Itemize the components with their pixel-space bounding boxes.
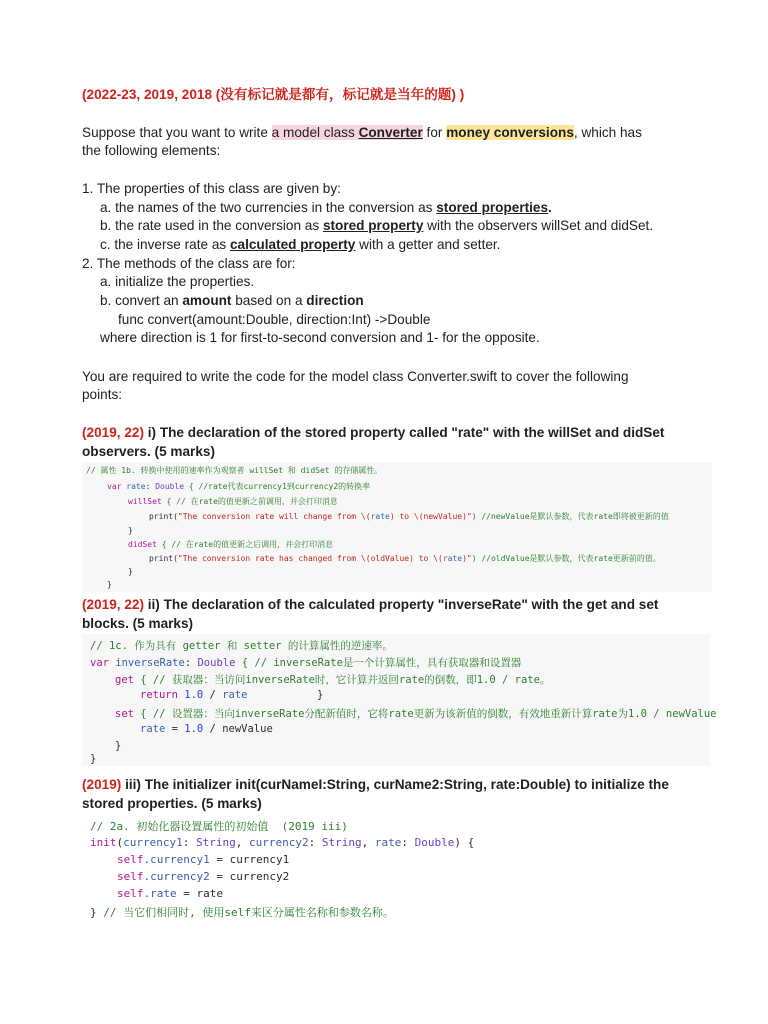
- convert-signature: func convert(amount:Double, direction:Int) ->Double: [118, 312, 431, 327]
- code3-punct: :: [182, 836, 196, 849]
- code3-identifier: currency2: [248, 836, 309, 849]
- list-item-1b: [100, 217, 653, 235]
- code3-line-3: [117, 853, 289, 866]
- question-3: [82, 776, 682, 813]
- code1-identifier: rate: [442, 554, 463, 563]
- list-item-1b-post: with the observers willSet and didSet.: [423, 218, 654, 233]
- code1-string: ) to \(newValue)": [389, 512, 472, 521]
- code1-comment: { // 在rate的值更新之前调用，并会打印消息: [161, 497, 338, 506]
- code3-type: String: [321, 836, 362, 849]
- question-1-text: i) The declaration of the stored property called "rate" with the willSet and didSet observers. (5 marks): [82, 425, 665, 459]
- highlight-model-class-text: a model class: [271, 125, 359, 140]
- code2-punct: /: [203, 689, 223, 701]
- code3-identifier: .rate: [143, 887, 177, 900]
- code2-line-8: }: [90, 753, 97, 765]
- list-item-1b-text: b. the rate used in the conversion as: [100, 218, 323, 233]
- code3-identifier: .currency2: [143, 870, 210, 883]
- code2-comment: { // 设置器：当向inverseRate分配新值时，它将rate更新为该新值的倒数，有效地重新计算rate为1.0 / newValue: [133, 708, 717, 720]
- code3-keyword: self: [117, 853, 144, 866]
- code2-line-7: }: [115, 740, 122, 752]
- code2-identifier: rate: [140, 723, 166, 735]
- code2-line-4: [140, 689, 323, 701]
- code2-punct: :: [184, 657, 198, 669]
- code2-identifier: inverseRate: [108, 657, 185, 669]
- list-item-1: 1. The properties of this class are given by:: [82, 181, 341, 196]
- highlight-model-class: [272, 125, 423, 140]
- code3-line-2: [90, 836, 474, 849]
- stored-properties-term: stored properties: [436, 200, 549, 215]
- intro-text-c: , which has: [573, 125, 642, 140]
- question-3-tag: (2019): [82, 777, 122, 792]
- code1-string: "The conversion rate has changed from \(oldValue) to \(: [177, 554, 443, 563]
- converter-term: Converter: [358, 125, 423, 140]
- code3-punct: = currency1: [209, 853, 290, 866]
- code2-line-2: [90, 655, 521, 670]
- code2-number: 1.0: [184, 723, 204, 735]
- list-item-2: 2. The methods of the class are for:: [82, 256, 296, 271]
- code2-number: 1.0: [177, 689, 204, 701]
- list-item-2a: a. initialize the properties.: [100, 274, 255, 289]
- code3-type: String: [195, 836, 236, 849]
- code3-line-4: [117, 870, 289, 883]
- code3-punct: ,: [361, 836, 375, 849]
- list-item-2b-mid: based on a: [231, 293, 307, 308]
- code-block-initializer: [82, 814, 710, 922]
- code2-punct: =: [165, 723, 185, 735]
- task-line-2: points:: [82, 387, 123, 402]
- list-item-2b: [100, 292, 364, 310]
- code3-punct: }: [90, 906, 104, 919]
- direction-term: direction: [306, 293, 364, 308]
- code1-line-2: [107, 481, 370, 492]
- code2-comment: { // inverseRate是一个计算属性，具有获取器和设置器: [235, 657, 522, 669]
- code3-keyword: self: [117, 870, 144, 883]
- code-block-rate: [82, 462, 712, 592]
- list-item-1a: [100, 199, 552, 217]
- list-item-1a-period: .: [548, 200, 552, 215]
- code1-string: )": [462, 554, 472, 563]
- intro-line-2: the following elements:: [82, 143, 221, 158]
- code2-line-5: [115, 706, 717, 721]
- code1-keyword: var: [107, 482, 122, 491]
- code1-line-6: [128, 539, 333, 550]
- question-3-text: iii) The initializer init(curNameI:String, curName2:String, rate:Double) to initialize the stored properties. (5 marks): [82, 777, 669, 811]
- code1-keyword: willSet: [128, 497, 162, 506]
- code2-line-1: // 1c. 作为具有 getter 和 setter 的计算属性的逆速率。: [90, 640, 393, 652]
- code3-identifier: currency1: [123, 836, 183, 849]
- list-item-1c: [100, 236, 500, 254]
- intro-text-b: for: [422, 125, 447, 140]
- code3-punct: :: [308, 836, 322, 849]
- code1-punct: :: [145, 482, 156, 491]
- code2-punct: / newValue: [203, 723, 273, 735]
- code1-function: print(: [149, 512, 178, 521]
- question-2-tag: (2019, 22): [82, 597, 144, 612]
- code3-line-5: [117, 887, 223, 900]
- code2-punct: }: [247, 689, 324, 701]
- code2-keyword: get: [115, 674, 134, 686]
- code1-identifier: rate: [121, 482, 146, 491]
- intro-line-1: [82, 124, 642, 142]
- code3-punct: (: [116, 836, 124, 849]
- years-header: (2022-23, 2019, 2018 (没有标记就是都有，标记就是当年的题) ): [82, 87, 465, 102]
- question-1-tag: (2019, 22): [82, 425, 144, 440]
- code3-line-1: // 2a. 初始化器设置属性的初始值 (2019 iii): [90, 820, 348, 833]
- code2-comment: { // 获取器：当访问inverseRate时，它计算并返回rate的倒数，即1.0 / rate。: [133, 674, 551, 686]
- list-item-1a-text: a. the names of the two currencies in the conversion as: [100, 200, 437, 215]
- code1-comment: ) //oldValue是默认参数，代表rate更新前的值。: [471, 554, 661, 563]
- code3-identifier: .currency1: [143, 853, 210, 866]
- highlight-money-conversions: money conversions: [446, 125, 574, 140]
- code3-comment: // 当它们相同时, 使用self来区分属性名称和参数名称。: [103, 906, 394, 919]
- code2-type: Double: [197, 657, 236, 669]
- calculated-property-term: calculated property: [229, 237, 356, 252]
- code3-punct: :: [401, 836, 415, 849]
- code1-line-1: // 属性 1b. 转换中使用的速率作为观察者 willSet 和 didSet 的存储属性。: [86, 466, 383, 475]
- code2-line-6: [140, 723, 273, 735]
- code1-type: Double: [155, 482, 185, 491]
- code3-punct: ,: [235, 836, 249, 849]
- code1-comment: { // 在rate的值更新之后调用，并会打印消息: [156, 540, 334, 549]
- code3-line-6: [90, 904, 394, 920]
- code1-line-7: [149, 553, 661, 564]
- code2-keyword: var: [90, 657, 109, 669]
- code3-keyword: init: [90, 836, 117, 849]
- code1-string: "The conversion rate will change from \(: [177, 512, 371, 521]
- code1-comment: ) //newValue是默认参数，代表rate即将被更新的值: [471, 512, 669, 521]
- code1-comment: { //rate代表currency1到currency2的转换率: [184, 482, 371, 491]
- list-item-1c-text: c. the inverse rate as: [100, 237, 230, 252]
- code1-keyword: didSet: [128, 540, 157, 549]
- code1-line-3: [128, 496, 338, 507]
- code3-punct: = rate: [176, 887, 223, 900]
- stored-property-term: stored property: [322, 218, 424, 233]
- code2-keyword: return: [140, 689, 178, 701]
- list-item-2b-text: b. convert an: [100, 293, 183, 308]
- code2-keyword: set: [115, 708, 134, 720]
- code1-line-8: }: [128, 567, 133, 576]
- code1-identifier: rate: [370, 512, 390, 521]
- code3-keyword: self: [117, 887, 144, 900]
- amount-term: amount: [182, 293, 232, 308]
- question-2-text: ii) The declaration of the calculated property "inverseRate" with the get and set blocks. (5 marks): [82, 597, 659, 631]
- code-block-inverse-rate: [82, 634, 717, 766]
- question-2: [82, 596, 682, 633]
- list-item-1c-post: with a getter and setter.: [355, 237, 501, 252]
- code2-line-3: [115, 672, 550, 687]
- code2-identifier: rate: [222, 689, 248, 701]
- code1-line-4: [149, 511, 669, 522]
- code3-punct: = currency2: [209, 870, 290, 883]
- code3-type: Double: [414, 836, 455, 849]
- code3-punct: ) {: [454, 836, 475, 849]
- intro-text-a: Suppose that you want to write: [82, 125, 272, 140]
- code1-line-9: }: [107, 580, 112, 589]
- question-1: [82, 424, 682, 461]
- code1-function: print(: [149, 554, 178, 563]
- code1-line-5: }: [128, 526, 133, 535]
- task-line-1: You are required to write the code for the model class Converter.swift to cover the following: [82, 369, 629, 384]
- direction-note: where direction is 1 for first-to-second conversion and 1- for the opposite.: [100, 330, 540, 345]
- code3-identifier: rate: [374, 836, 402, 849]
